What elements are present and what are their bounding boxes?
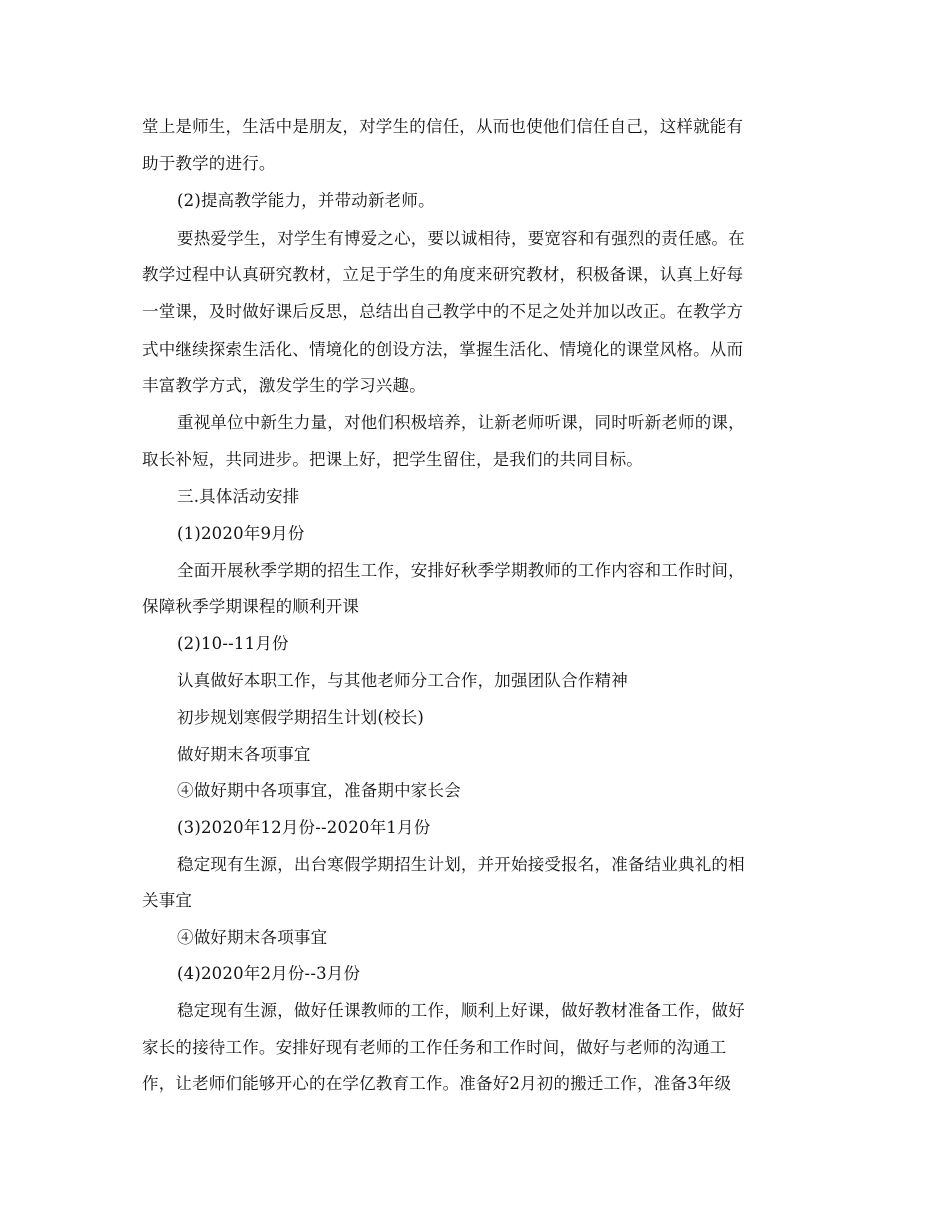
text-line: 全面开展秋季学期的招生工作，安排好秋季学期教师的工作内容和工作时间， (177, 561, 745, 580)
text-line: 作，让老师们能够开心的在学亿教育工作。准备好2月初的搬迁工作，准备3年级 (142, 1074, 732, 1093)
text-line: 稳定现有生源，出台寒假学期招生计划，并开始接受报名，准备结业典礼的相 (177, 855, 745, 874)
text-line: 初步规划寒假学期招生计划(校长) (177, 708, 425, 727)
text-line: (4)2020年2月份--3月份 (177, 964, 361, 983)
text-line: 要热爱学生，对学生有博爱之心，要以诚相待，要宽容和有强烈的责任感。在 (177, 229, 745, 248)
text-line: 家长的接待工作。安排好现有老师的工作任务和工作时间，做好与老师的沟通工 (142, 1038, 727, 1057)
text-line: 丰富教学方式，激发学生的学习兴趣。 (142, 376, 426, 395)
text-line: ④做好期中各项事宜，准备期中家长会 (177, 781, 461, 800)
text-line: 一堂课，及时做好课后反思，总结出自己教学中的不足之处并加以改正。在教学方 (142, 302, 744, 321)
text-line: 取长补短，共同进步。把课上好，把学生留住，是我们的共同目标。 (142, 450, 643, 469)
text-line: (2)提高教学能力，并带动新老师。 (177, 191, 435, 210)
text-line: ④做好期末各项事宜 (177, 928, 328, 947)
text-line: 稳定现有生源，做好任课教师的工作，顺利上好课，做好教材准备工作，做好 (177, 1001, 745, 1020)
section-heading: 三.具体活动安排 (177, 487, 300, 506)
text-line: 式中继续探索生活化、情境化的创设方法，掌握生活化、情境化的课堂风格。从而 (142, 340, 744, 359)
text-line: (3)2020年12月份--2020年1月份 (177, 818, 431, 837)
text-line: (1)2020年9月份 (177, 524, 305, 543)
text-line: 做好期末各项事宜 (177, 745, 311, 764)
text-line: 堂上是师生，生活中是朋友，对学生的信任，从而也使他们信任自己，这样就能有 (142, 117, 744, 136)
text-line: 保障秋季学期课程的顺利开课 (142, 597, 360, 616)
text-line: 认真做好本职工作，与其他老师分工合作，加强团队合作精神 (177, 671, 628, 690)
text-line: 教学过程中认真研究教材，立足于学生的角度来研究教材，积极备课，认真上好每 (142, 265, 744, 284)
text-line: (2)10--11月份 (177, 634, 289, 653)
text-line: 助于教学的进行。 (142, 154, 276, 173)
text-line: 重视单位中新生力量，对他们积极培养，让新老师听课，同时听新老师的课， (177, 413, 745, 432)
text-line: 关事宜 (142, 891, 193, 910)
